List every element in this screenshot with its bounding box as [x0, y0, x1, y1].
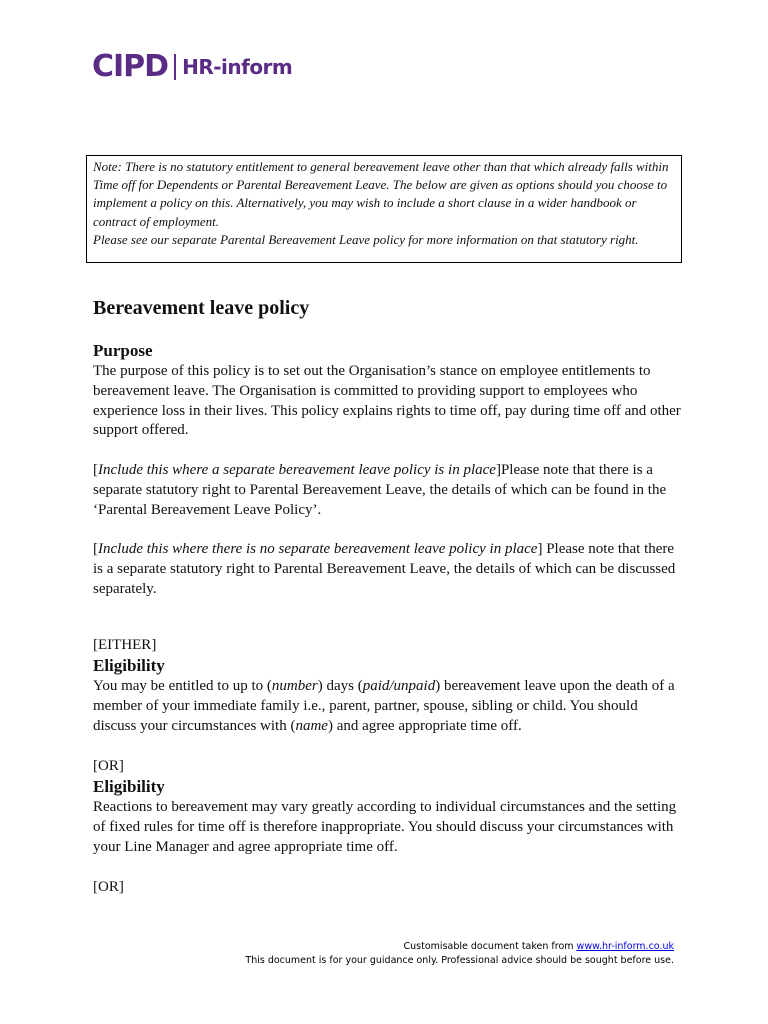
number-placeholder: number — [271, 678, 318, 695]
footer — [245, 940, 674, 968]
logo-divider — [174, 54, 176, 80]
or-label-2: [OR] — [93, 878, 124, 895]
eligibility-paragraph-1: You may be entitled to up to (number) days (paid/unpaid) bereavement leave upon the death of a member of your immediate family i.e., parent, partner, spouse, sibling or child. You should discuss your circumstances with (name) and agree appropriate time off. — [93, 678, 675, 734]
eligibility-heading-1: Eligibility — [93, 656, 165, 676]
eligibility-paragraph-2: Reactions to bereavement may vary greatly according to individual circumstances and the setting of fixed rules for time off is therefore inappropriate. You should discuss your circumstances with your Line Manager and agree appropriate time off. — [93, 799, 677, 855]
hr-inform-link[interactable]: www.hr-inform.co.uk — [576, 941, 674, 952]
logo-hr-inform-text: HR-inform — [182, 55, 293, 79]
note-text: Note: There is no statutory entitlement to general bereavement leave other than that which already falls within Time off for Dependents or Parental Bereavement Leave. The below are given as options should you choose to implement a policy on this. Alternatively, you may wish to include a short clause in a wider handbook or contract of employment. — [93, 159, 669, 229]
purpose-heading: Purpose — [93, 341, 153, 360]
footer-disclaimer: This document is for your guidance only. Professional advice should be sought before use. — [245, 955, 674, 966]
paid-unpaid-placeholder: paid/unpaid — [362, 678, 436, 695]
no-separate-policy-instruction: Include this where there is no separate bereavement leave policy in place — [98, 541, 538, 558]
document-body — [93, 340, 683, 897]
no-separate-policy-text: Please note that there is a separate statutory right to Parental Bereavement Leave, the details of which can be discussed separately. — [93, 541, 676, 597]
document-title: Bereavement leave policy — [93, 297, 310, 319]
eligibility-heading-2: Eligibility — [93, 777, 165, 797]
name-placeholder: name — [295, 717, 328, 734]
separate-policy-text: Please note that there is a separate statutory right to Parental Bereavement Leave, the details of which can be found in the ‘Parental Bereavement Leave Policy’. — [93, 461, 667, 518]
either-label: [EITHER] — [93, 636, 157, 653]
or-label-1: [OR] — [93, 757, 124, 774]
separate-policy-instruction: Include this where a separate bereavement leave policy is in place — [98, 461, 496, 478]
separate-policy-paragraph: [Include this where a separate bereavement leave policy is in place]Please note that there is a separate statutory right to Parental Bereavement Leave, the details of which can be found in the ‘Parental Bereavement Leave Policy’. — [93, 461, 667, 518]
no-separate-policy-paragraph: [Include this where there is no separate bereavement leave policy in place] Please note that there is a separate statutory right to Parental Bereavement Leave, the details of which can be discussed separately. — [93, 541, 676, 597]
logo-cipd-text: CIPD — [92, 49, 169, 84]
cipd-hr-inform-logo — [92, 50, 292, 84]
footer-source-line: Customisable document taken from www.hr-inform.co.uk — [403, 941, 674, 952]
purpose-paragraph: The purpose of this policy is to set out the Organisation’s stance on employee entitlements to bereavement leave. The Organisation is committed to providing support to employees who experience loss in their lives. This policy explains rights to time off, pay during time off and other support offered. — [93, 363, 681, 439]
note-box — [86, 155, 682, 263]
note-text-parental: Please see our separate Parental Bereavement Leave policy for more information on that statutory right. — [93, 231, 639, 247]
